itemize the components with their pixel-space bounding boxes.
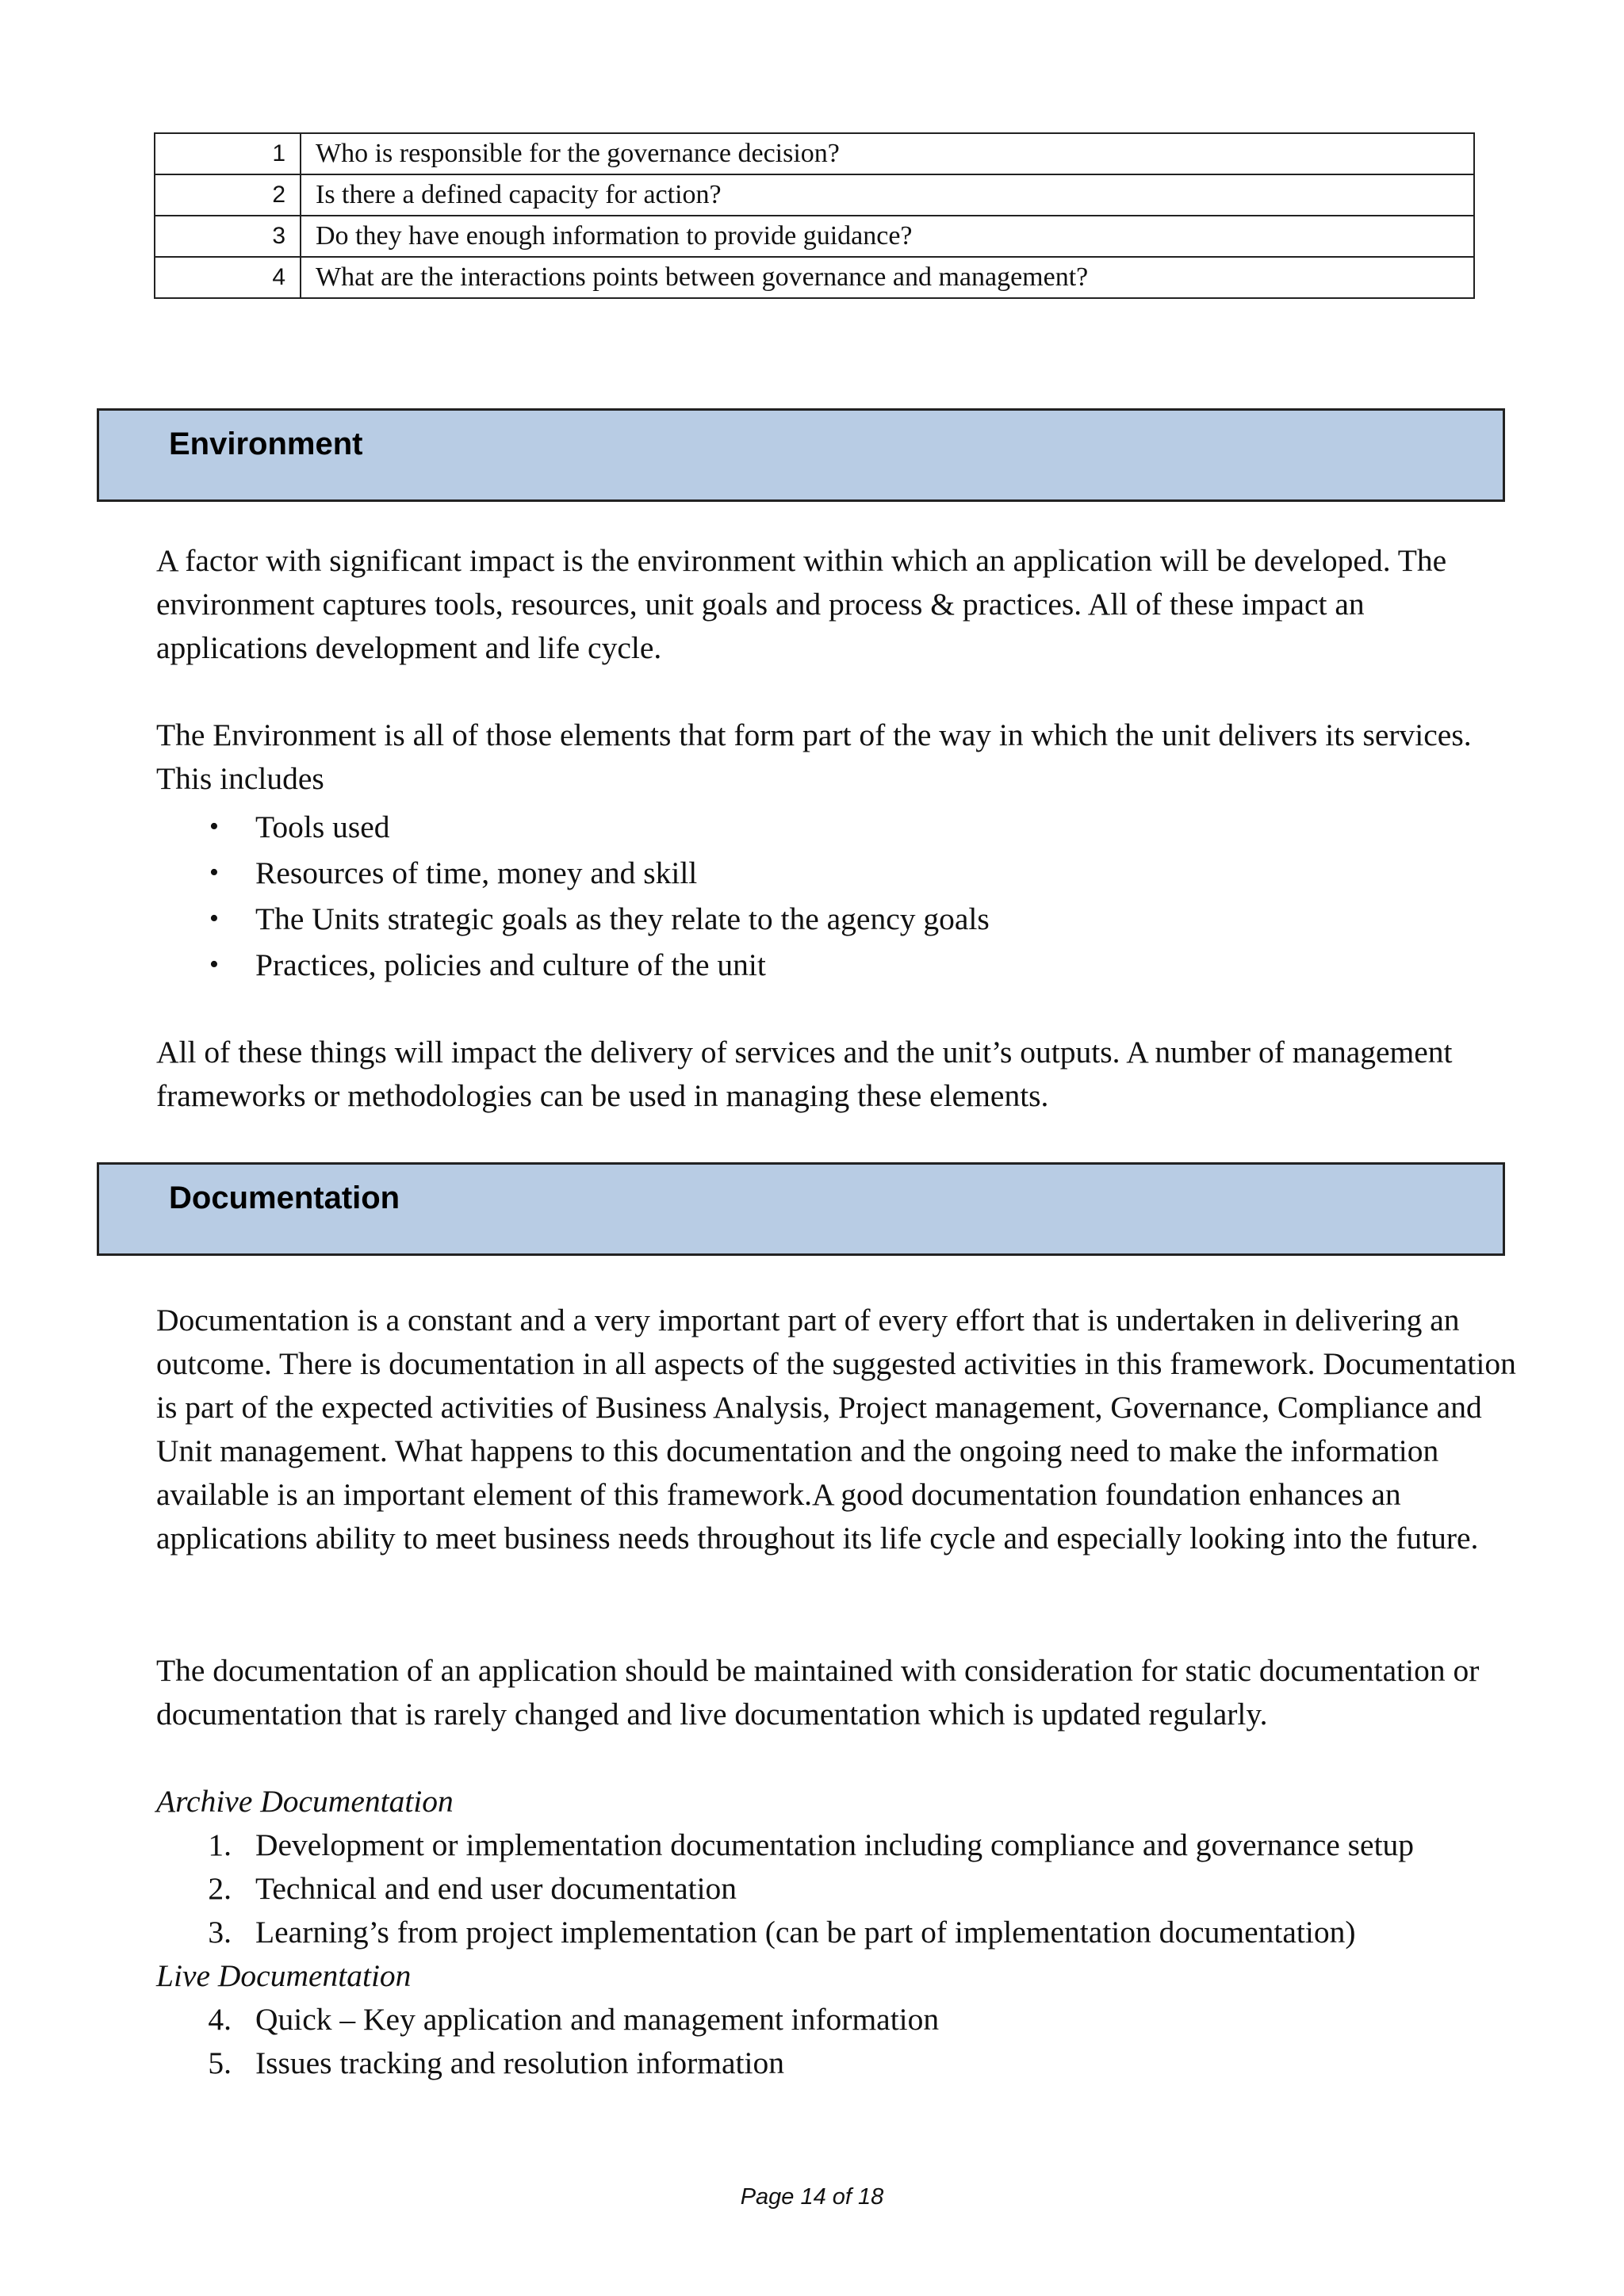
list-item <box>0 850 1624 896</box>
list-item-number: 3. <box>208 1915 232 1950</box>
documentation-heading: Documentation <box>169 1181 400 1215</box>
row-question: Do they have enough information to provide guidance? <box>301 216 1474 257</box>
list-item <box>0 1867 1624 1911</box>
row-question: Is there a defined capacity for action? <box>301 174 1474 216</box>
environment-bullet-list <box>0 804 1624 988</box>
list-item-number: 4. <box>208 2002 232 2037</box>
table-row <box>155 174 1474 216</box>
list-item <box>0 1998 1624 2042</box>
list-item <box>0 1823 1624 1867</box>
table-row <box>155 133 1474 174</box>
archive-documentation-list <box>0 1823 1624 1954</box>
archive-documentation-heading: Archive Documentation <box>156 1784 454 1819</box>
list-item-number: 1. <box>208 1827 232 1862</box>
page-number-footer: Page 14 of 18 <box>740 2184 884 2210</box>
list-item-text: Resources of time, money and skill <box>255 855 698 890</box>
environment-paragraph-2: The Environment is all of those elements that form part of the way in which the unit delivers its services. This includes <box>156 718 1472 796</box>
bullet-icon: • <box>209 812 219 841</box>
row-number: 4 <box>155 257 301 298</box>
row-question: What are the interactions points between governance and management? <box>301 257 1474 298</box>
list-item-text: Development or implementation documentation including compliance and governance setup <box>255 1827 1415 1862</box>
list-item <box>0 804 1624 850</box>
list-item <box>0 2042 1624 2085</box>
list-item-text: Tools used <box>255 809 390 844</box>
bullet-icon: • <box>209 858 219 887</box>
environment-section-header <box>97 408 1505 502</box>
list-item-text: Issues tracking and resolution information <box>255 2045 784 2080</box>
list-item <box>0 896 1624 942</box>
bullet-icon: • <box>209 950 219 979</box>
row-number: 3 <box>155 216 301 257</box>
row-question: Who is responsible for the governance decision? <box>301 133 1474 174</box>
documentation-section-header <box>97 1162 1505 1256</box>
list-item-number: 5. <box>208 2045 232 2080</box>
list-item-text: Practices, policies and culture of the unit <box>255 947 766 982</box>
live-documentation-list <box>0 1998 1624 2085</box>
questions-table <box>154 132 1475 299</box>
row-number: 1 <box>155 133 301 174</box>
list-item-text: Technical and end user documentation <box>255 1871 737 1906</box>
table-row <box>155 216 1474 257</box>
list-item <box>0 942 1624 988</box>
row-number: 2 <box>155 174 301 216</box>
list-item <box>0 1911 1624 1954</box>
bullet-icon: • <box>209 904 219 933</box>
table-row <box>155 257 1474 298</box>
list-item-number: 2. <box>208 1871 232 1906</box>
live-documentation-heading: Live Documentation <box>156 1958 412 1993</box>
environment-heading: Environment <box>169 427 363 461</box>
list-item-text: The Units strategic goals as they relate to the agency goals <box>255 901 990 936</box>
list-item-text: Quick – Key application and management information <box>255 2002 940 2037</box>
environment-paragraph-1: A factor with significant impact is the environment within which an application will be developed. The environment captures tools, resources, unit goals and process & practices. All of these impact an applications development and life cycle. <box>156 543 1447 665</box>
environment-paragraph-3: All of these things will impact the delivery of services and the unit’s outputs. A number of management frameworks or methodologies can be used in managing these elements. <box>156 1035 1453 1113</box>
documentation-paragraph-1: Documentation is a constant and a very important part of every effort that is undertaken in delivering an outcome. There is documentation in all aspects of the suggested activities in this framework. Documentation is part of the expected activities of Business Analysis, Project management, Governance, Compliance and Unit management. What happens to this documentation and the ongoing need to make the information available is an important element of this framework.A good documentation foundation enhances an applications ability to meet business needs throughout its life cycle and especially looking into the future. <box>156 1303 1516 1556</box>
list-item-text: Learning’s from project implementation (can be part of implementation documentation) <box>255 1915 1356 1950</box>
documentation-paragraph-2: The documentation of an application should be maintained with consideration for static documentation or documentation that is rarely changed and live documentation which is updated regularly. <box>156 1653 1480 1732</box>
